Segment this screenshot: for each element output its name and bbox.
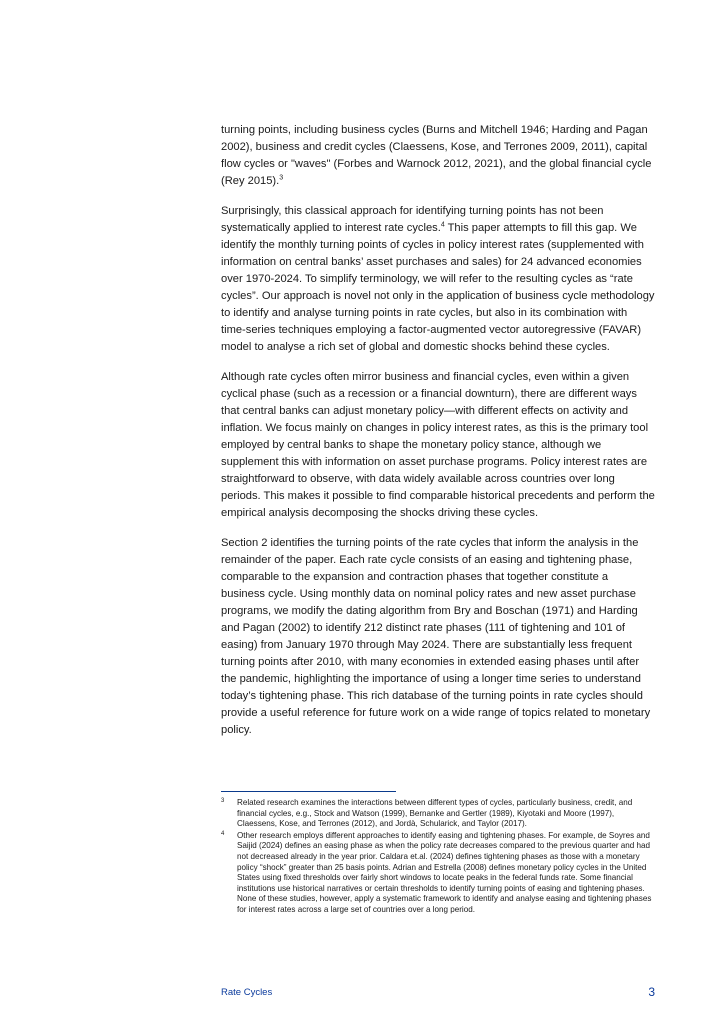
paragraph-4-text: Section 2 identifies the turning points of the rate cycles that inform the analysis in the remainder of the paper. Each rate cycle consists of an easing and tightening phase, comparable to the expansion and contraction phases that together constitute a business cycle. Using monthly data on nominal policy rates and new asset purchase programs, we modify the dating algorithm from Bry and Boschan (1971) and Harding and Pagan (2002) to identify 212 distinct rate phases (111 of tightening and 101 of easing) from January 1970 through May 2024. There are substantially less frequent turning points after 2010, with many economies in extended easing phases until after the pandemic, highlighting the importance of using a longer time series to understand today’s tightening phase. This rich database of the turning points in rate cycles should provide a useful reference for future work on a wide range of topics related to monetary policy. <box>221 537 651 736</box>
paragraph-3-text: Although rate cycles often mirror business and financial cycles, even within a given cyclical phase (such as a recession or a financial downturn), there are different ways that central banks can adjust monetary policy—with different effects on activity and inflation. We focus mainly on changes in policy interest rates, as this is the primary tool employed by central banks to shape the monetary policy stance, although we supplement this with information on asset purchase programs. Policy interest rates are straightforward to observe, with data widely available across countries over long periods. This makes it possible to find comparable historical precedents and perform the empirical analysis decomposing the shocks driving these cycles. <box>221 371 655 519</box>
paragraph-1 <box>221 122 655 190</box>
paragraph-2 <box>221 203 655 356</box>
page-number: 3 <box>648 985 655 999</box>
footnote-text: Other research employs different approaches to identify easing and tightening phases. For example, de Soyres and Saijid (2024) defines an easing phase as when the policy rate decreases compared to the previous quarter and had not decreased already in the year prior. Caldara et.al. (2024) defines tightening phases as those with a monetary policy “shock” greater than 25 basis points. Adrian and Estrella (2008) defines monetary policy cycles in the United States using fixed thresholds over fairly short windows to locate peaks in the federal funds rate. Some financial institutions use historical narratives or certain thresholds to identify turning points of easing and tightening phases. None of these studies, however, apply a systematic framework to identify and analyse easing and tightening phases for interest rates across a large set of countries over a long period. <box>237 830 652 914</box>
footnotes <box>221 798 655 917</box>
paragraph-4 <box>221 535 655 739</box>
footnote-4 <box>221 831 655 916</box>
paragraph-1-text: turning points, including business cycles (Burns and Mitchell 1946; Harding and Pagan 2002), business and credit cycles (Claessens, Kose, and Terrones 2009, 2011), capital flow cycles or "waves" (Forbes and Warnock 2012, 2021), and the global financial cycle (Rey 2015). <box>221 124 652 187</box>
footer-title: Rate Cycles <box>221 987 273 998</box>
footnote-ref-3[interactable]: 3 <box>279 174 284 182</box>
paragraph-2-text: Surprisingly, this classical approach for identifying turning points has not been systematically applied to interest rate cycles. <box>221 205 604 234</box>
footnote-divider <box>221 791 396 792</box>
body-text <box>221 122 655 752</box>
footnote-number: 4 <box>221 830 225 837</box>
footnote-3 <box>221 798 655 830</box>
footnote-ref-4[interactable]: 4 <box>440 221 445 229</box>
footnote-text: Related research examines the interactions between different types of cycles, particularly business, credit, and financial cycles, e.g., Stock and Watson (1999), Bernanke and Gertler (1989), Kiyotaki and Moore (1997), Claessens, Kose, and Terrones (2012), and Jordà, Schularick, and Taylor (2017). <box>237 798 633 829</box>
paragraph-2-continuation: This paper attempts to fill this gap. We identify the monthly turning points of cycles in policy interest rates (supplemented with information on central banks’ asset purchases and sales) for 24 advanced economies over 1970-2024. To simplify terminology, we will refer to the resulting cycles as “rate cycles”. Our approach is novel not only in the application of business cycle methodology to identify and analyse turning points in rate cycles, but also in its combination with time-series techniques employing a factor-augmented vector autoregressive (FAVAR) model to analyse a rich set of global and domestic shocks behind these cycles. <box>221 222 655 353</box>
footnote-number: 3 <box>221 798 225 804</box>
paragraph-3 <box>221 369 655 522</box>
